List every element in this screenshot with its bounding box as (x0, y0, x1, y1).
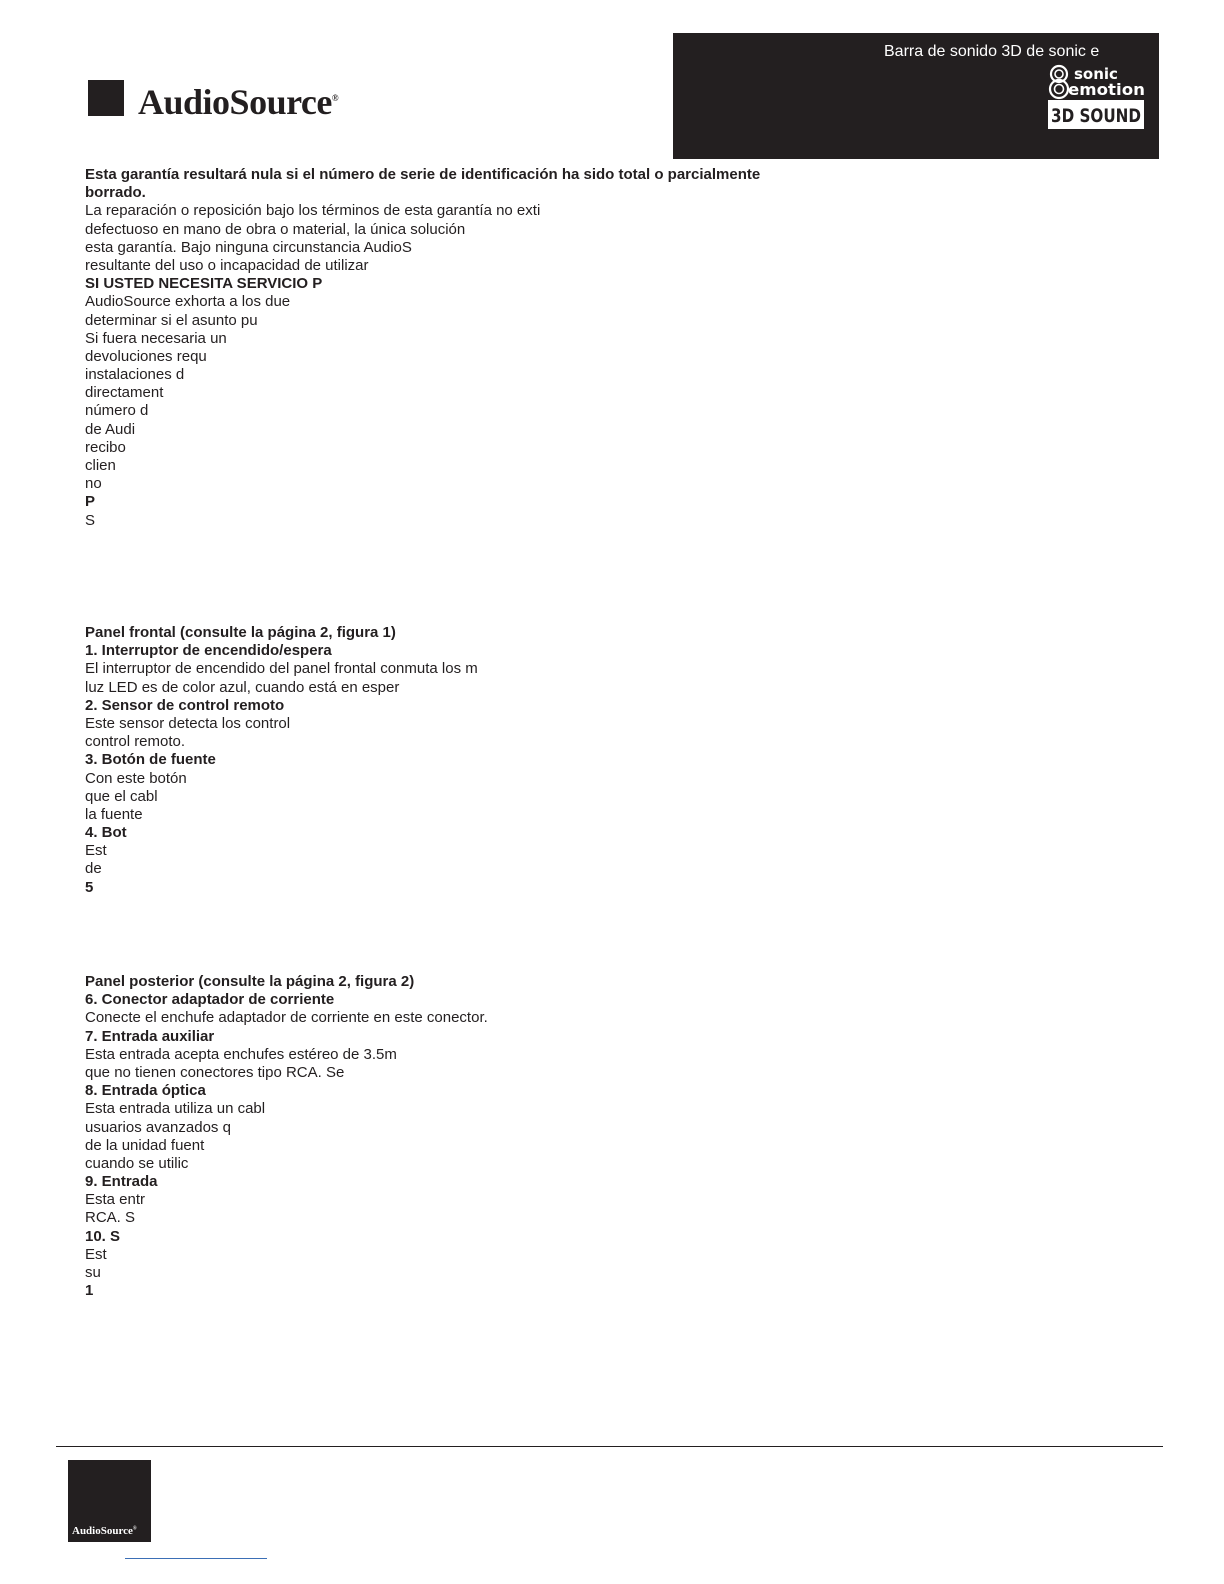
warranty-line: AudioSource exhorta a los due (85, 293, 291, 311)
front-panel-line: 2. Sensor de control remoto (85, 696, 285, 714)
warranty-line: Esta garantía resultará nula si el número de serie de identificación ha sido total o parcialmente (85, 166, 761, 183)
rear-panel-line: usuarios avanzados q (85, 1118, 231, 1136)
front-panel-line: Panel frontal (consulte la página 2, figura 1) (85, 624, 396, 641)
rear-panel-line: Esta entr (85, 1191, 146, 1209)
warranty-line: número d (85, 402, 149, 420)
rear-panel-line: Esta entrada acepta enchufes estéreo de 3.5m (85, 1045, 397, 1063)
footer-logo-text: AudioSource (72, 1525, 133, 1537)
rear-panel-line: 7. Entrada auxiliar (85, 1027, 215, 1045)
logo-square (88, 80, 124, 116)
front-panel-line: El interruptor de encendido del panel frontal conmuta los m (85, 660, 478, 678)
front-panel-line: de (85, 860, 102, 878)
front-panel-line: 5 (85, 878, 94, 896)
footer-logo (72, 1525, 137, 1537)
warranty-line: directament (85, 384, 164, 402)
front-panel-line: 3. Botón de fuente (85, 751, 216, 769)
rear-panel-line: 1 (85, 1282, 94, 1300)
rear-panel-line: cuando se utilic (85, 1154, 189, 1172)
rear-panel-line: 6. Conector adaptador de corriente (85, 991, 335, 1009)
sonic-logo-line1: sonic (1074, 65, 1118, 83)
warranty-line: recibo (85, 438, 126, 456)
front-panel-line: control remoto. (85, 733, 186, 751)
warranty-line: S (85, 511, 96, 529)
rear-panel-line: su (85, 1264, 101, 1281)
header-title: Barra de sonido 3D de sonic e (884, 43, 1100, 60)
warranty-line: determinar si el asunto pu (85, 311, 258, 329)
rear-panel-line: de la unidad fuent (85, 1136, 205, 1154)
warranty-line: La reparación o reposición bajo los términos de esta garantía no exti (85, 202, 541, 220)
footer-reg-mark: ® (132, 1526, 137, 1532)
brand-name: AudioSource (138, 82, 332, 122)
front-panel-line: Con este botón (85, 769, 187, 787)
warranty-line: SI USTED NECESITA SERVICIO P (85, 275, 323, 293)
front-panel-line: que el cabl (85, 787, 158, 805)
warranty-line: instalaciones d (85, 366, 185, 384)
rear-panel-line: Est (85, 1245, 107, 1263)
warranty-section (85, 166, 760, 530)
rear-panel-line: RCA. S (85, 1209, 136, 1227)
rear-panel-line: 9. Entrada (85, 1173, 158, 1191)
warranty-line: Si fuera necesaria un (85, 329, 227, 347)
front-panel-line: luz LED es de color azul, cuando está en esper (85, 678, 400, 696)
rear-panel-section (85, 973, 488, 1300)
footer-divider (56, 1446, 1163, 1447)
front-panel-line: Este sensor detecta los control (85, 714, 291, 732)
brand-logo (138, 78, 338, 122)
rear-panel-line: 8. Entrada óptica (85, 1082, 206, 1100)
sonic-emotion-logo-icon (1046, 64, 1146, 132)
warranty-line: no (85, 475, 102, 493)
front-panel-section (85, 624, 478, 897)
front-panel-line: Est (85, 842, 107, 860)
warranty-line: clien (85, 457, 116, 474)
warranty-line: de Audi (85, 420, 136, 438)
footer-link-underline[interactable] (125, 1558, 267, 1559)
warranty-line: borrado. (85, 184, 146, 202)
rear-panel-line: Panel posterior (consulte la página 2, figura 2) (85, 973, 415, 990)
rear-panel-line: Esta entrada utiliza un cabl (85, 1100, 266, 1118)
rear-panel-line: 10. S (85, 1227, 121, 1245)
warranty-line: esta garantía. Bajo ninguna circunstancia AudioS (85, 238, 412, 256)
sonic-logo-line2: emotion (1068, 80, 1145, 99)
rear-panel-line: Conecte el enchufe adaptador de corriente en este conector. (85, 1009, 488, 1027)
warranty-line: resultante del uso o incapacidad de utilizar (85, 256, 369, 274)
front-panel-line: 1. Interruptor de encendido/espera (85, 642, 332, 660)
front-panel-line: la fuente (85, 805, 143, 823)
brand-reg-mark: ® (331, 93, 339, 103)
warranty-line: P (85, 493, 96, 511)
warranty-line: devoluciones requ (85, 347, 207, 365)
front-panel-line: 4. Bot (85, 824, 127, 842)
rear-panel-line: que no tienen conectores tipo RCA. Se (85, 1063, 345, 1081)
warranty-line: defectuoso en mano de obra o material, la única solución (85, 220, 466, 238)
sonic-logo-line3: 3D SOUND (1051, 105, 1141, 127)
